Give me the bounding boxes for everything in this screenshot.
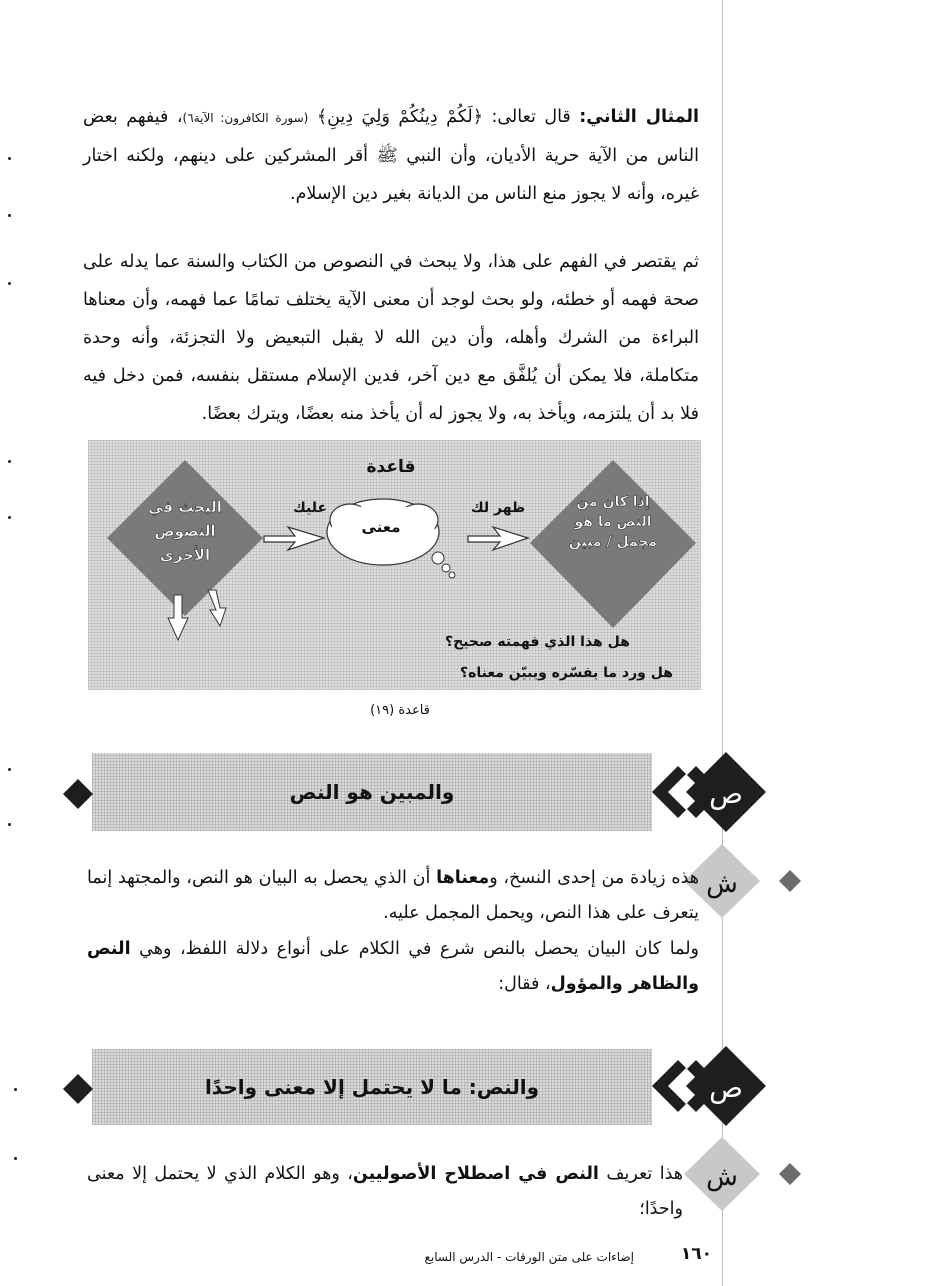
margin-dot (8, 460, 11, 463)
question-1: هل هذا الذي فهمته صحيح؟ (445, 634, 630, 650)
commentary-paragraph-2 (87, 932, 699, 1002)
explanation-paragraph: ثم يقتصر في الفهم على هذا، ولا يبحث في النصوص من الكتاب والسنة عما يدله على صحة فهمه أو خطئه، ولو بحث لوجد أن معنى الآية يختلف تمامًا عما فهمه، وأن معناها البراءة من الشرك وأهله، وأن دين الله لا يقبل التبعيض ولا التجزئة، وأنه وحدة متكاملة، فلا يمكن أن يُلفَّق مع دين آخر، فدين الإسلام مستقل بنفسه، فمن دخل فيه فلا بد أن يلتزمه، ويأخذ به، ولا يجوز له أن يأخذ منه بعضًا، ويترك بعضًا. (83, 252, 699, 424)
left-diamond-line3: الأخرى (159, 546, 211, 564)
shin-letter: ش (706, 1162, 738, 1192)
diamond-bullet-icon (62, 778, 94, 810)
commentary-text: هذه زيادة من إحدى النسخ، و (489, 868, 699, 888)
commentary-text: أن الذي يحصل به البيان هو النص، والمجتهد إنما يتعرف على هذا النص، ويحمل المجمل عليه. (87, 868, 699, 923)
rule-diagram (88, 440, 701, 690)
figure-title: قاعدة (366, 457, 416, 477)
rule-figure (88, 440, 701, 690)
left-diamond-line2: النصوص (154, 522, 216, 540)
margin-dot (8, 823, 11, 826)
commentary-bold: النص في اصطلاح الأصوليين (352, 1164, 599, 1184)
margin-dot (8, 516, 11, 519)
sad-badge (646, 748, 772, 844)
margin-dot (8, 214, 11, 217)
margin-dot (14, 1157, 17, 1160)
sad-letter: ص (709, 1071, 743, 1104)
section-banner: والمبين هو النص (92, 753, 652, 831)
arrow-left-label: عليك (292, 500, 328, 516)
down-arrow-icon (208, 590, 226, 626)
shin-badge (680, 1133, 806, 1215)
sad-letter: ص (709, 777, 743, 810)
commentary-paragraph-3 (87, 1157, 683, 1227)
right-diamond-line3: مجمل / مبين (568, 534, 658, 550)
commentary-text: هذا تعريف (598, 1164, 683, 1184)
arrow-right-icon (468, 527, 528, 550)
cloud-label: معنى (361, 518, 401, 536)
arrow-left-icon (264, 527, 324, 550)
figure-caption: قاعدة (١٩) (370, 703, 430, 718)
thought-cloud-icon (327, 499, 455, 578)
example-paragraph (83, 98, 699, 213)
verse-reference: (سورة الكافرون: الآية٦) (182, 111, 309, 125)
example-heading: المثال الثاني: (579, 107, 700, 127)
running-title: إضاءات على متن الورقات - الدرس السابع (424, 1250, 634, 1264)
page-number: ١٦٠ (680, 1244, 712, 1264)
right-diamond-line2: النص ما هو (574, 514, 652, 530)
commentary-text: ولما كان البيان يحصل بالنص شرع في الكلام على أنواع دلالة اللفظ، وهي (130, 939, 699, 959)
commentary-text: ، وهو الكلام الذي لا يحتمل إلا معنى واحدًا؛ (87, 1164, 683, 1219)
verse-text: قال تعالى: ﴿لَكُمْ دِينُكُمْ وَلِيَ دِينِ﴾ (308, 107, 580, 127)
margin-dot (14, 1088, 17, 1091)
commentary-bold: معناها (436, 868, 490, 888)
section-banner: والنص: ما لا يحتمل إلا معنى واحدًا (92, 1049, 652, 1125)
question-2: هل ورد ما يفسّره ويبيّن معناه؟ (460, 665, 673, 681)
margin-dot (8, 157, 11, 160)
commentary-text: ، فقال: (498, 974, 551, 994)
commentary-bold: النص والظاهر والمؤول (87, 939, 699, 994)
diamond-bullet-icon (62, 1073, 94, 1105)
sad-badge (646, 1042, 772, 1138)
arrow-right-label: ظهر لك (470, 500, 526, 516)
right-diamond-line1: إذا كان من (576, 494, 650, 510)
example-body: ، فيفهم بعض الناس من الآية حرية الأديان، وأن النبي ﷺ أقر المشركين على دينهم، ولكنه اختار غيره، وأنه لا يجوز منع الناس من الديانة بغير دين الإسلام. (83, 107, 699, 204)
margin-dot (8, 768, 11, 771)
margin-dot (8, 282, 11, 285)
left-diamond-line1: البحث في (148, 498, 222, 516)
shin-letter: ش (706, 869, 738, 899)
commentary-paragraph-1 (87, 861, 699, 931)
